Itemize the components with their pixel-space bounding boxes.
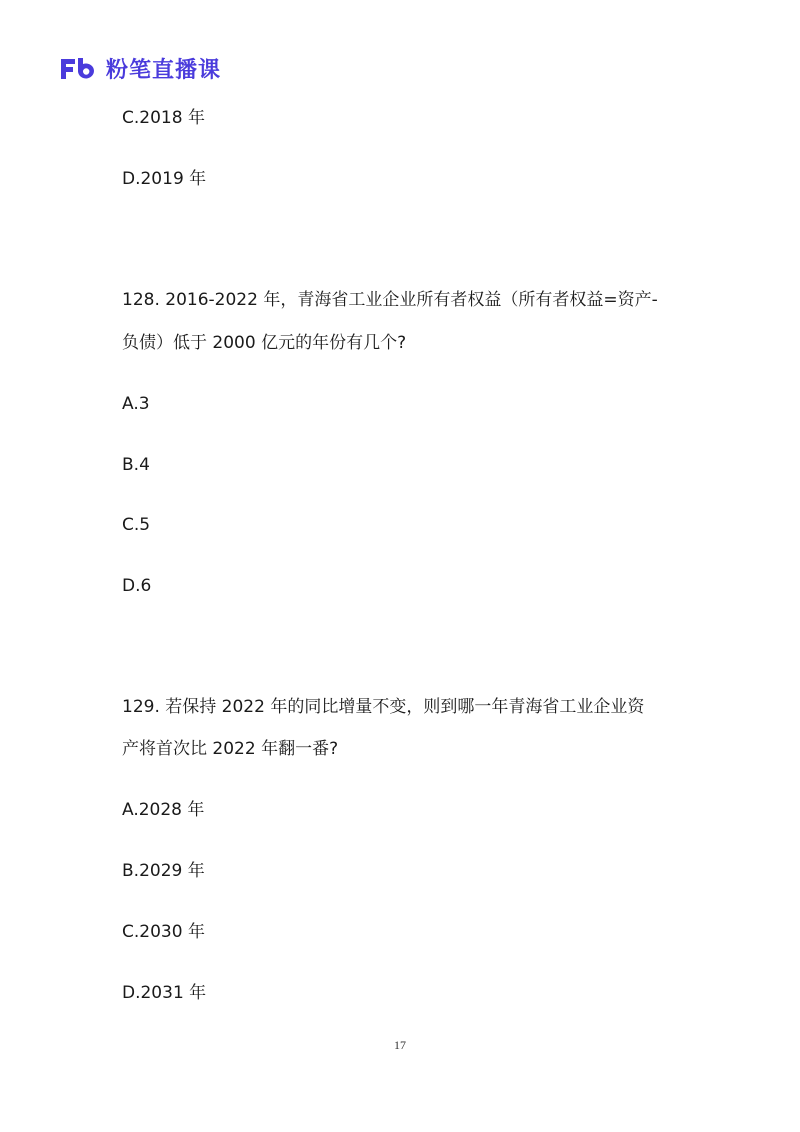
question-129-stem-line-1: 129. 若保持 2022 年的同比增量不变，则到哪一年青海省工业企业资	[122, 697, 645, 717]
header	[58, 54, 221, 82]
question-129-option-d: D.2031 年	[122, 983, 207, 1003]
question-129-stem-line-2: 产将首次比 2022 年翻一番?	[122, 739, 339, 759]
question-129-option-c: C.2030 年	[122, 922, 205, 942]
question-128-stem-line-1: 128. 2016-2022 年，青海省工业企业所有者权益（所有者权益=资产-	[122, 290, 658, 310]
fenbi-logo-icon	[58, 54, 98, 82]
page-number: 17	[394, 1038, 406, 1052]
option-d-previous-question: D.2019 年	[122, 169, 207, 189]
question-128-option-a: A.3	[122, 394, 150, 414]
option-c-previous-question: C.2018 年	[122, 108, 205, 128]
question-128-option-b: B.4	[122, 455, 150, 475]
question-129-option-b: B.2029 年	[122, 861, 205, 881]
question-129-option-a: A.2028 年	[122, 800, 205, 820]
question-128-option-c: C.5	[122, 515, 151, 535]
question-128-stem-line-2: 负债）低于 2000 亿元的年份有几个?	[122, 333, 407, 353]
question-128-option-d: D.6	[122, 576, 152, 596]
brand-name: 粉笔直播课	[106, 57, 222, 83]
